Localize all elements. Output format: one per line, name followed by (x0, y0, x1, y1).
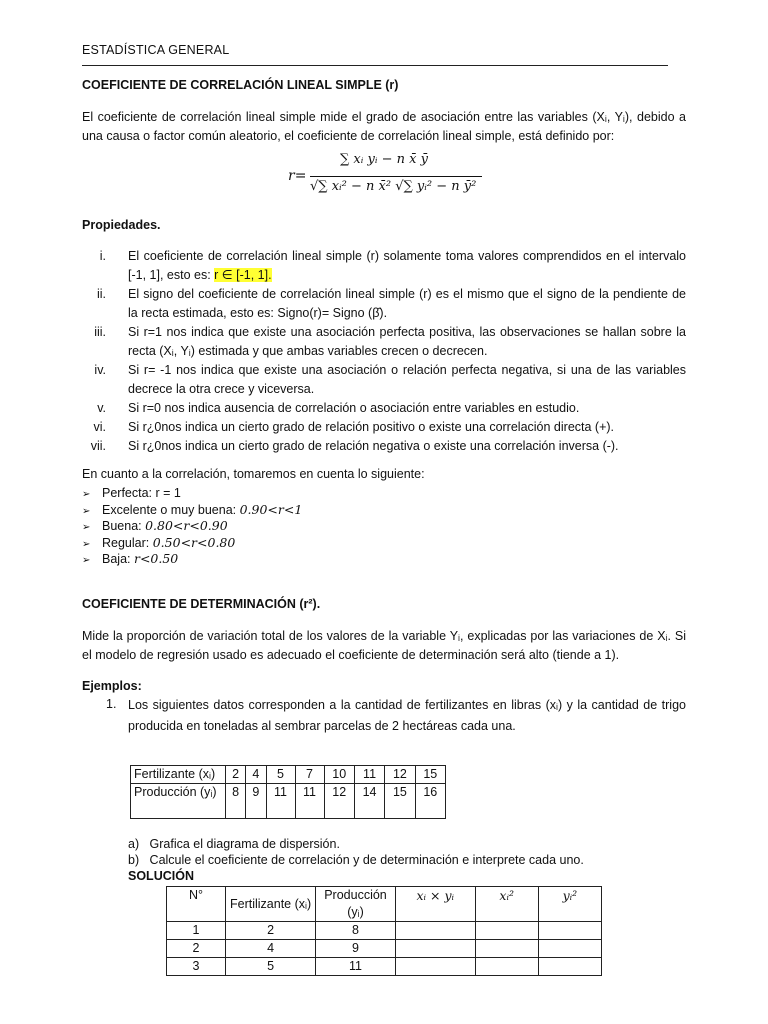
determination-text: Mide la proporción de variación total de los valores de la variable Yᵢ, explicadas por las variaciones de Xᵢ. Si el modelo de regresión usado es adecuado el coeficiente de determinación será alto (tiende a 1). (82, 629, 686, 662)
arrow-bullet-icon: ➢ (82, 489, 91, 500)
property-item: i. El coeficiente de correlación lineal simple (r) solamente toma valores comprendidos en el intervalo [-1, 1], esto es: r ∈ [-1, 1]. (99, 249, 686, 282)
scale-item: ➢ Baja: r<0.50 (82, 551, 302, 568)
solution-title: SOLUCIÓN (128, 869, 194, 883)
scale-item: ➢ Excelente o muy buena: 0.90<r<1 (82, 502, 302, 519)
section-title-determination: COEFICIENTE DE DETERMINACIÓN (r²). (82, 597, 321, 611)
formula-denominator: √∑ xᵢ² − n x̄² √∑ yᵢ² − n ȳ² (310, 179, 477, 194)
page-header: ESTADÍSTICA GENERAL (82, 43, 230, 57)
table-row: 3 5 11 (167, 958, 602, 976)
data-table (130, 765, 446, 819)
section-title-correlation: COEFICIENTE DE CORRELACIÓN LINEAL SIMPLE (r) (82, 78, 399, 92)
correlation-formula (288, 152, 488, 206)
examples-title: Ejemplos: (82, 679, 142, 693)
property-item: v. Si r=0 nos indica ausencia de correlación o asociación entre variables en estudio. (97, 401, 580, 415)
arrow-bullet-icon: ➢ (82, 538, 91, 550)
solution-table (166, 886, 602, 976)
task-b: b) Calcule el coeficiente de correlación y de determinación e interprete cada uno. (128, 853, 584, 867)
formula-lhs: r= (288, 168, 307, 184)
task-a: a) Grafica el diagrama de dispersión. (128, 837, 340, 851)
scale-item: ➢ Buena: 0.80<r<0.90 (82, 518, 302, 535)
correlation-scale-intro: En cuanto a la correlación, tomaremos en cuenta lo siguiente: (82, 467, 425, 481)
fraction-bar (310, 176, 482, 177)
arrow-bullet-icon: ➢ (82, 505, 91, 517)
example-item-1: 1. Los siguientes datos corresponden a la cantidad de fertilizantes en libras (xᵢ) y la cantidad de trigo producida en toneladas al sembrar parcelas de 2 hectáreas cada una. (106, 697, 686, 733)
formula-numerator: ∑ xᵢ yᵢ − n x̄ ȳ (340, 152, 428, 167)
arrow-bullet-icon: ➢ (82, 555, 91, 566)
table-header-row: N° Fertilizante (xᵢ) Producción (yᵢ) xᵢ × yᵢ xᵢ² yᵢ² (167, 887, 602, 922)
property-item: vii. Si r¿0nos indica un cierto grado de relación negativa o existe una correlación inversa (-). (90, 439, 619, 453)
correlation-scale-list (82, 485, 302, 568)
property-item: vi. Si r¿0nos indica un cierto grado de relación positivo o existe una correlación directa (+). (93, 420, 615, 434)
header-divider (82, 65, 668, 66)
properties-list (82, 247, 686, 456)
scale-item: ➢ Regular: 0.50<r<0.80 (82, 535, 302, 552)
correlation-intro: El coeficiente de correlación lineal simple mide el grado de asociación entre las variables (Xᵢ, Yᵢ), debido a una causa o factor común aleatorio, el coeficiente de correlación lineal simple, está definido por: (82, 110, 686, 143)
properties-title: Propiedades. (82, 218, 161, 232)
property-item: iii. Si r=1 nos indica que existe una asociación perfecta positiva, las observaciones se hallan sobre la recta (Xᵢ, Yᵢ) estimada y que ambas variables crecen o decrecen. (94, 325, 686, 358)
property-item: iv. Si r= -1 nos indica que existe una asociación o relación perfecta negativa, si una de las variables decrece la otra crece y viceversa. (94, 363, 686, 396)
highlighted-interval: r ∈ [-1, 1]. (214, 268, 272, 282)
arrow-bullet-icon: ➢ (82, 522, 91, 533)
table-row: 2 4 9 (167, 940, 602, 958)
property-item: ii. El signo del coeficiente de correlación lineal simple (r) es el mismo que el signo de la pendiente de la recta estimada, esto es: Signo(r)= Signo (β̂). (96, 287, 686, 320)
scale-item: ➢ Perfecta: r = 1 (82, 485, 302, 502)
table-row: 1 2 8 (167, 922, 602, 940)
table-row: Fertilizante (xᵢ) 2 4 5 7 10 11 12 15 (131, 766, 446, 784)
table-row: Producción (yᵢ) 8 9 11 11 12 14 15 16 (131, 784, 446, 819)
